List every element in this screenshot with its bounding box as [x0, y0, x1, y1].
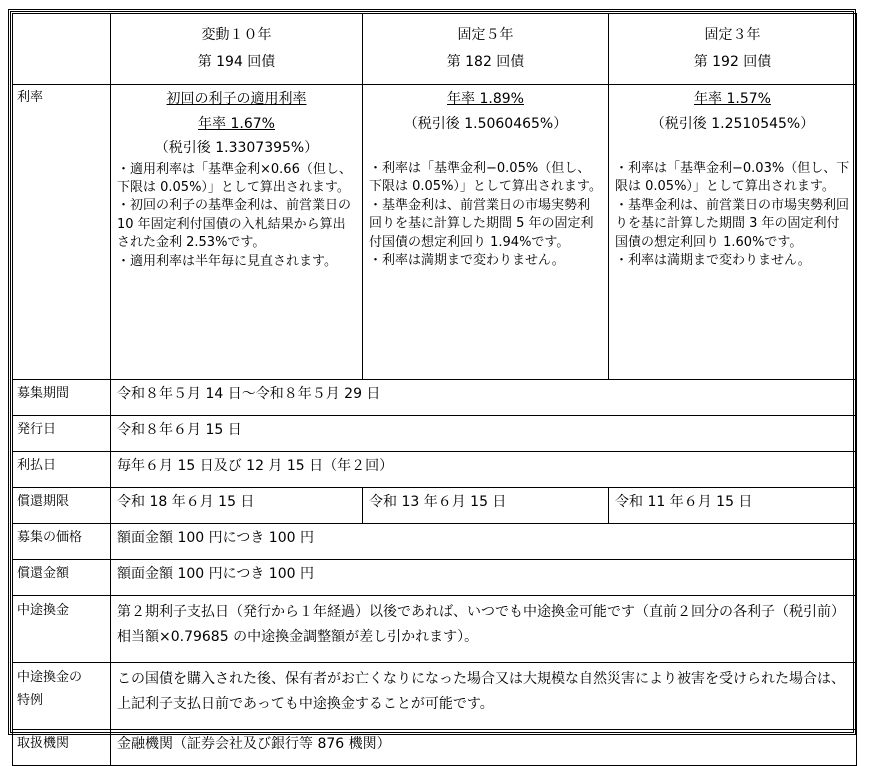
- rate-fixed-3y: [609, 85, 857, 380]
- interest-date-label: 利払日: [13, 452, 111, 488]
- handlers-row: [13, 730, 857, 766]
- offer-price-row: [13, 524, 857, 560]
- header-floating-10y-title: 変動１０年: [201, 27, 272, 44]
- header-fixed-3y: [609, 14, 857, 85]
- rate-floating-10y: [111, 85, 363, 380]
- interest-date-row: [13, 452, 857, 488]
- handlers-label: 取扱機関: [13, 730, 111, 766]
- interest-date-value: 毎年６月 15 日及び 12 月 15 日（年２回）: [111, 452, 857, 488]
- header-row: [13, 14, 857, 85]
- maturity-row: [13, 488, 857, 524]
- issue-date-row: [13, 416, 857, 452]
- rate-after-tax: （税引後 1.3307395%）: [154, 140, 319, 156]
- redemption-row: [13, 560, 857, 596]
- header-fixed-3y-issue: 第 192 回債: [693, 54, 772, 70]
- handlers-value: 金融機関（証券会社及び銀行等 876 機関）: [111, 730, 857, 766]
- header-empty-cell: [13, 14, 111, 85]
- rate-notes: ・利率は「基準金利−0.03%（但し、下限は 0.05%）」として算出されます。 ・基準金利は、前営業日の市場実勢利回りを基に計算した期間 3 年の固定利付国債の想定利回り 1.60%です。 ・利率は満期まで変わりません。: [615, 161, 850, 269]
- redemption-value: 額面金額 100 円につき 100 円: [111, 560, 857, 596]
- maturity-fixed-3y: 令和 11 年６月 15 日: [609, 488, 857, 524]
- bond-terms-table: [12, 13, 857, 766]
- header-floating-10y-issue: 第 194 回債: [197, 54, 276, 70]
- maturity-fixed-5y: 令和 13 年６月 15 日: [363, 488, 609, 524]
- rate-label: 利率: [13, 85, 111, 380]
- rate-value: 年率 1.57%: [694, 91, 771, 107]
- rate-initial-heading: 初回の利子の適用利率: [166, 91, 307, 107]
- header-fixed-5y: [363, 14, 609, 85]
- redemption-label: 償還金額: [13, 560, 111, 596]
- rate-notes: ・適用利率は「基準金利×0.66（但し、下限は 0.05%）」として算出されます。 ・初回の利子の基準金利は、前営業日の 10 年固定利付国債の入札結果から算出された金利 2.53%です。 ・適用利率は半年毎に見直されます。: [117, 161, 352, 269]
- header-fixed-5y-issue: 第 182 回債: [446, 54, 525, 70]
- early-special-label: [13, 663, 111, 730]
- offer-price-value: 額面金額 100 円につき 100 円: [111, 524, 857, 560]
- rate-value: 年率 1.89%: [447, 91, 524, 107]
- early-redemption-label: 中途換金: [13, 596, 111, 663]
- rate-row: [13, 85, 857, 380]
- header-fixed-3y-title: 固定３年: [704, 27, 761, 44]
- early-redemption-value: 第２期利子支払日（発行から１年経過）以後であれば、いつでも中途換金可能です（直前２回分の各利子（税引前）相当額×0.79685 の中途換金調整額が差し引かれます）。: [111, 596, 857, 663]
- rate-value: 年率 1.67%: [198, 115, 275, 132]
- header-floating-10y: [111, 14, 363, 85]
- rate-after-tax: （税引後 1.2510545%）: [650, 115, 815, 132]
- early-special-label-line1: 中途換金の: [17, 670, 83, 685]
- early-special-row: [13, 663, 857, 730]
- offer-period-row: [13, 380, 857, 416]
- header-fixed-5y-title: 固定５年: [457, 27, 514, 44]
- rate-notes: ・利率は「基準金利−0.05%（但し、下限は 0.05%）」として算出されます。 ・基準金利は、前営業日の市場実勢利回りを基に計算した期間 5 年の固定利付国債の想定利回り 1.94%です。 ・利率は満期まで変わりません。: [369, 161, 602, 269]
- rate-after-tax: （税引後 1.5060465%）: [403, 115, 568, 132]
- rate-fixed-5y: [363, 85, 609, 380]
- early-redemption-row: [13, 596, 857, 663]
- maturity-label: 償還期限: [13, 488, 111, 524]
- early-special-value: この国債を購入された後、保有者がお亡くなりになった場合又は大規模な自然災害により被害を受けられた場合は、上記利子支払日前であっても中途換金することが可能です。: [111, 663, 857, 730]
- maturity-floating-10y: 令和 18 年６月 15 日: [111, 488, 363, 524]
- offer-price-label: 募集の価格: [13, 524, 111, 560]
- offer-period-value: 令和８年５月 14 日～令和８年５月 29 日: [111, 380, 857, 416]
- early-special-label-line2: 特例: [17, 692, 44, 708]
- issue-date-value: 令和８年６月 15 日: [111, 416, 857, 452]
- offer-period-label: 募集期間: [13, 380, 111, 416]
- issue-date-label: 発行日: [13, 416, 111, 452]
